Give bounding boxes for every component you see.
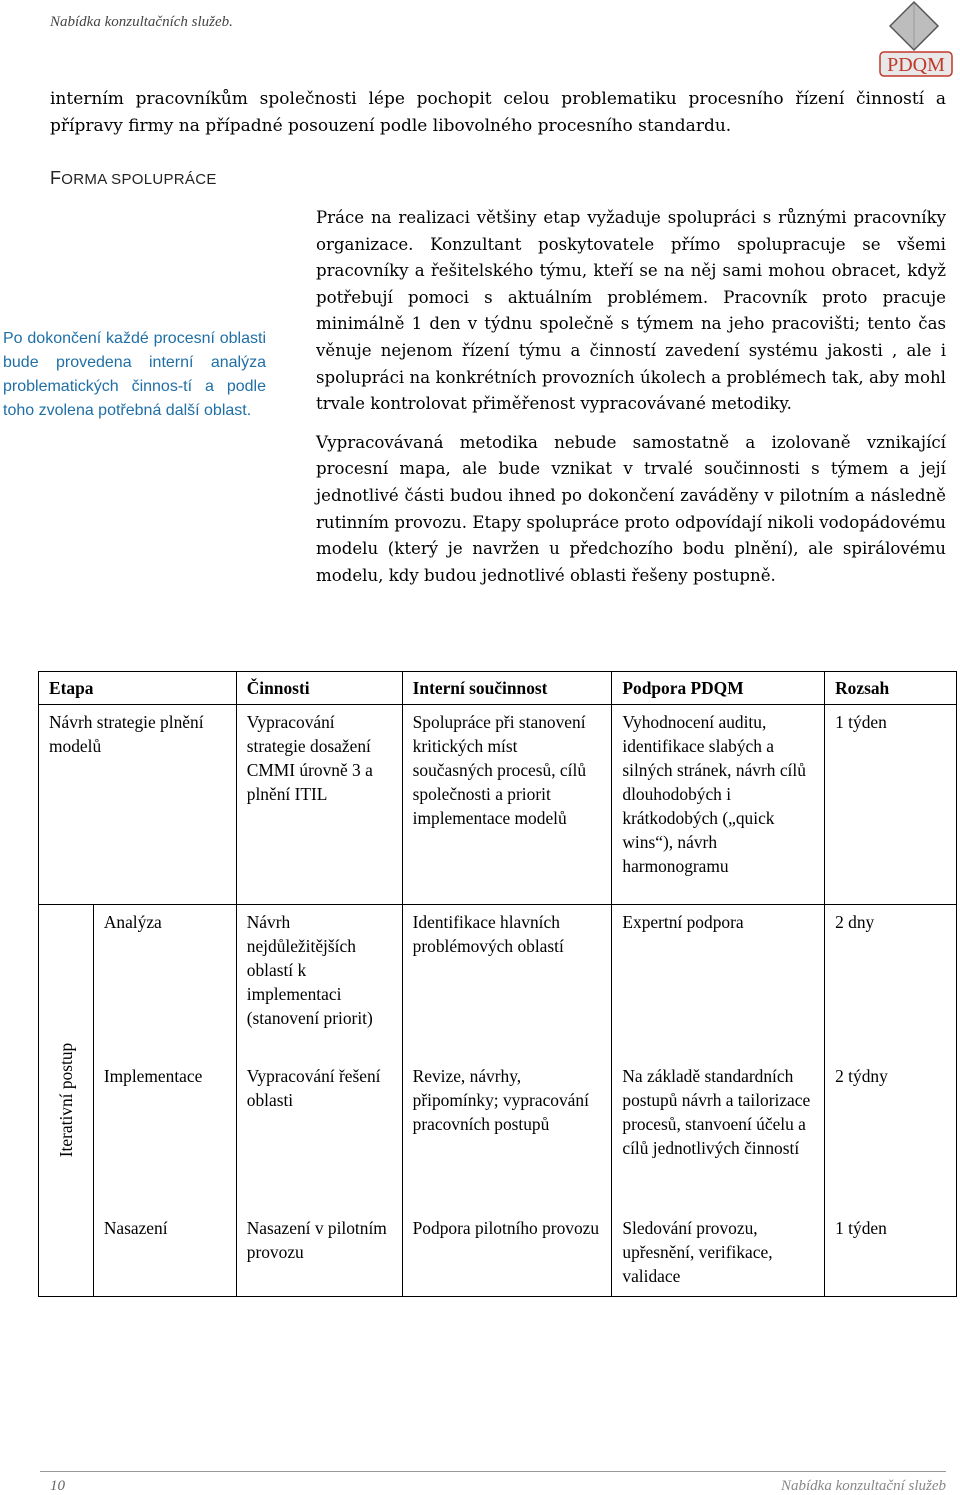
iterative-group-cell: [39, 905, 94, 1297]
header-cell-etapa: Etapa: [39, 672, 237, 705]
cell-etapa: Implementace: [93, 1059, 236, 1211]
section-heading: [50, 168, 217, 189]
header-cell-soucinnost: Interní součinnost: [402, 672, 612, 705]
cooperation-table: [38, 671, 957, 1297]
cell-cinnosti: Vypracování řešení oblasti: [236, 1059, 402, 1211]
intro-paragraph: interním pracovníkům společnosti lépe pochopit celou problematiku procesního řízení činností a přípravy firmy na případné posouzení podle libovolného procesního standardu.: [50, 89, 946, 136]
table-row: [39, 905, 957, 1059]
cell-soucinnost: Podpora pilotního provozu: [402, 1211, 612, 1297]
logo-text: PDQM: [887, 54, 945, 76]
table-row: [39, 1059, 957, 1211]
header-cell-podpora: Podpora PDQM: [612, 672, 825, 705]
page-number: 10: [50, 1478, 65, 1494]
iterative-group-label: Iterativní postup: [55, 1043, 76, 1158]
cell-podpora: Na základě standardních postupů návrh a tailorizace procesů, stanvoení účelu a cílů jednotlivých činností: [612, 1059, 825, 1211]
paragraph-methodology: Vypracovávaná metodika nebude samostatně a izolovaně vznikající procesní mapa, ale bude vznikat v trvalé součinnosti s týmem a její jednotlivé části budou ihned po dokončení zaváděny v pilotním a následně rutinním provozu. Etapy spolupráce proto odpovídají nikoli vodopádovému modelu (který je navržen u předchozího bodu plnění), ale spirálovému modelu, kdy budou jednotlivé oblasti řešeny postupně.: [316, 432, 946, 585]
footer-title: Nabídka konzultační služeb: [781, 1478, 946, 1494]
section-heading-initial: F: [50, 168, 62, 188]
cell-rozsah: 2 dny: [825, 905, 957, 1059]
cell-soucinnost: Spolupráce při stanovení kritických míst současných procesů, cílů společnosti a priorit implementace modelů: [402, 705, 612, 905]
sidebar-note: Po dokončení každé procesní oblasti bude provedena interní analýza problematických činnos-tí a podle toho zvolena potřebná další oblast.: [3, 330, 266, 419]
table-row: [39, 1211, 957, 1297]
cell-cinnosti: Nasazení v pilotním provozu: [236, 1211, 402, 1297]
header-title: Nabídka konzultačních služeb.: [50, 14, 233, 30]
table-header-row: [39, 672, 957, 705]
pdqm-logo: [874, 0, 954, 80]
cell-rozsah: 1 týden: [825, 1211, 957, 1297]
header-cell-rozsah: Rozsah: [825, 672, 957, 705]
footer-divider: [40, 1471, 946, 1472]
cell-etapa: Analýza: [93, 905, 236, 1059]
section-heading-rest: ORMA SPOLUPRÁCE: [61, 171, 217, 188]
cell-podpora: Expertní podpora: [612, 905, 825, 1059]
cell-soucinnost: Identifikace hlavních problémových oblastí: [402, 905, 612, 1059]
cell-etapa: Nasazení: [93, 1211, 236, 1297]
cell-soucinnost: Revize, návrhy, připomínky; vypracování pracovních postupů: [402, 1059, 612, 1211]
cell-etapa: Návrh strategie plnění modelů: [39, 705, 237, 905]
cell-rozsah: 2 týdny: [825, 1059, 957, 1211]
cell-podpora: Vyhodnocení auditu, identifikace slabých a silných stránek, návrh cílů dlouhodobých i krátkodobých („quick wins“), návrh harmonogramu: [612, 705, 825, 905]
cell-rozsah: 1 týden: [825, 705, 957, 905]
header-cell-cinnosti: Činnosti: [236, 672, 402, 705]
paragraph-cooperation: Práce na realizaci většiny etap vyžaduje spolupráci s různými pracovníky organizace. Konzultant poskytovatele přímo spolupracuje se všemi pracovníky a řešitelského týmu, kteří se na něj sami mohou obracet, když potřebují pomoci s aktuálním problémem. Pracovník proto pracuje minimálně 1 den v týdnu společně s týmem na jeho pracovišti; tento čas věnuje nejenom řízení týmu a činností zavedení systému jakosti , ale i spolupráci na konkrétních provozních úkolech a problémech tak, aby mohl trvale kontrolovat přiměřenost vypracovávané metodiky.: [316, 208, 946, 414]
cell-cinnosti: Návrh nejdůležitějších oblastí k implementaci (stanovení priorit): [236, 905, 402, 1059]
cell-cinnosti: Vypracování strategie dosažení CMMI úrovně 3 a plnění ITIL: [236, 705, 402, 905]
cell-podpora: Sledování provozu, upřesnění, verifikace, validace: [612, 1211, 825, 1297]
table-row: [39, 705, 957, 905]
main-text: [316, 205, 946, 601]
